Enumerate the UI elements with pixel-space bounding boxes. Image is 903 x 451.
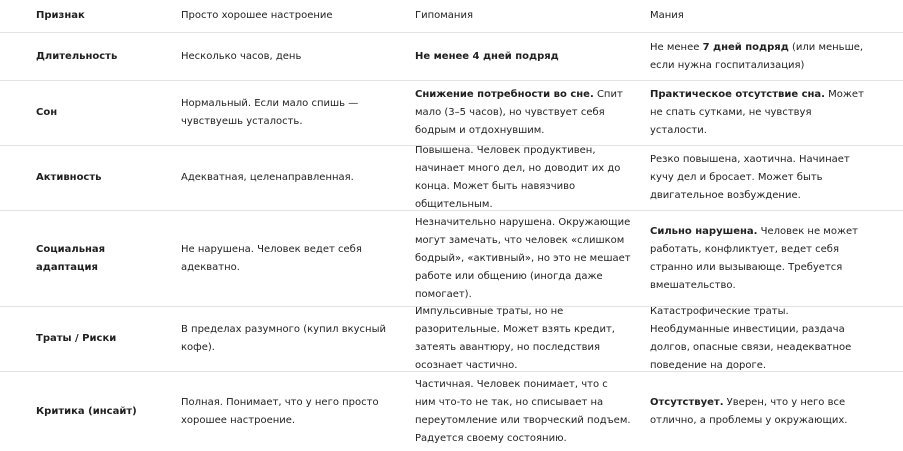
cell-normal xyxy=(181,81,401,145)
cell-normal xyxy=(181,146,401,210)
cell-normal xyxy=(181,372,401,451)
row-label xyxy=(36,33,166,80)
row-label-text: Длительность xyxy=(36,50,118,62)
cell-hypomania xyxy=(415,146,631,210)
cell-text xyxy=(415,214,631,304)
plain-text: (или меньше, если нужна госпитализация) xyxy=(650,41,864,71)
plain-text: Импульсивные траты, но не разорительные. Может взять кредит, затеять авантюру, но последствия осознает частично. xyxy=(415,306,615,371)
row-label xyxy=(36,146,166,210)
plain-text: Повышена. Человек продуктивен, начинает много дел, но доводит их до конца. Может быть навязчиво общительным. xyxy=(415,145,621,210)
table-row xyxy=(0,81,903,146)
row-label xyxy=(36,372,166,451)
bold-text: Снижение потребности во сне. xyxy=(415,89,594,100)
plain-text: Не менее xyxy=(650,41,703,53)
table-row xyxy=(0,146,903,211)
plain-text: Незначительно нарушена. Окружающие могут замечать, что человек «слишком бодрый», «активный», но это не мешает работе или общению (иногда даже помогает). xyxy=(415,216,631,300)
row-label xyxy=(36,81,166,145)
row-label xyxy=(36,211,166,306)
cell-mania xyxy=(650,211,870,306)
cell-mania xyxy=(650,81,870,145)
cell-text xyxy=(650,394,870,430)
plain-text: Резко повышена, хаотична. Начинает кучу дел и бросает. Может быть двигательное возбуждение. xyxy=(650,154,850,201)
cell-text: Адекватная, целенаправленная. xyxy=(181,172,354,183)
plain-text: Катастрофические траты. Необдуманные инвестиции, раздача долгов, опасные связи, неадекватное поведение на дороге. xyxy=(650,306,852,371)
header-cell-normal xyxy=(181,0,401,32)
bold-text: Отсутствует. xyxy=(650,396,724,408)
cell-hypomania xyxy=(415,33,631,80)
plain-text: Человек не может работать, конфликтует, ведет себя странно или вызывающе. Требуется вмешательство. xyxy=(650,225,858,291)
header-label: Гипомания xyxy=(415,10,473,21)
plain-text: Частичная. Человек понимает, что с ним что-то не так, но списывает на переутомление или творческий подъем. Радуется своему состоянию. xyxy=(415,378,631,444)
cell-text xyxy=(650,86,870,140)
cell-mania xyxy=(650,33,870,80)
row-label-text: Социальная адаптация xyxy=(36,243,106,273)
cell-mania xyxy=(650,372,870,451)
row-label xyxy=(36,307,166,371)
table-row xyxy=(0,211,903,307)
header-label: Признак xyxy=(36,10,85,21)
cell-normal xyxy=(181,307,401,371)
cell-normal xyxy=(181,211,401,306)
plain-text: Уверен, что у него все отлично, а проблемы у окружающих. xyxy=(650,396,848,426)
row-label-text: Сон xyxy=(36,107,58,118)
cell-text xyxy=(415,142,631,214)
cell-text xyxy=(415,303,631,375)
header-label: Просто хорошее настроение xyxy=(181,10,333,21)
table-row xyxy=(0,33,903,81)
cell-text: В пределах разумного (купил вкусный кофе). xyxy=(181,324,386,353)
cell-text xyxy=(415,86,631,140)
cell-mania xyxy=(650,146,870,210)
table-row xyxy=(0,307,903,372)
row-label-text: Активность xyxy=(36,172,102,183)
plain-text: Может не спать сутками, не чувствуя усталости. xyxy=(650,89,864,136)
row-label-text: Критика (инсайт) xyxy=(36,405,137,417)
table-row xyxy=(0,372,903,451)
row-label-text: Траты / Риски xyxy=(36,333,117,344)
cell-text xyxy=(650,39,870,75)
bold-text: Практическое отсутствие сна. xyxy=(650,89,825,100)
bold-text: Сильно нарушена. xyxy=(650,225,758,237)
cell-text xyxy=(650,151,870,205)
bold-text: 7 дней подряд xyxy=(702,41,789,53)
cell-text xyxy=(415,376,631,448)
header-cell-feature xyxy=(36,0,166,32)
cell-hypomania xyxy=(415,372,631,451)
cell-hypomania xyxy=(415,211,631,306)
header-cell-mania xyxy=(650,0,870,32)
header-cell-hypomania xyxy=(415,0,631,32)
bold-text: Не менее 4 дней подряд xyxy=(415,50,559,62)
cell-text: Несколько часов, день xyxy=(181,50,302,62)
header-label: Мания xyxy=(650,10,684,21)
cell-text xyxy=(415,48,559,66)
cell-mania xyxy=(650,307,870,371)
cell-normal xyxy=(181,33,401,80)
cell-text xyxy=(650,223,870,295)
cell-text: Нормальный. Если мало спишь — чувствуешь усталость. xyxy=(181,98,359,127)
cell-hypomania xyxy=(415,307,631,371)
table-header-row xyxy=(0,0,903,33)
cell-text: Полная. Понимает, что у него просто хорошее настроение. xyxy=(181,396,379,426)
cell-text: Не нарушена. Человек ведет себя адекватно. xyxy=(181,243,362,273)
cell-hypomania xyxy=(415,81,631,145)
cell-text xyxy=(650,303,870,375)
plain-text: Спит мало (3–5 часов), но чувствует себя бодрым и отдохнувшим. xyxy=(415,89,623,136)
